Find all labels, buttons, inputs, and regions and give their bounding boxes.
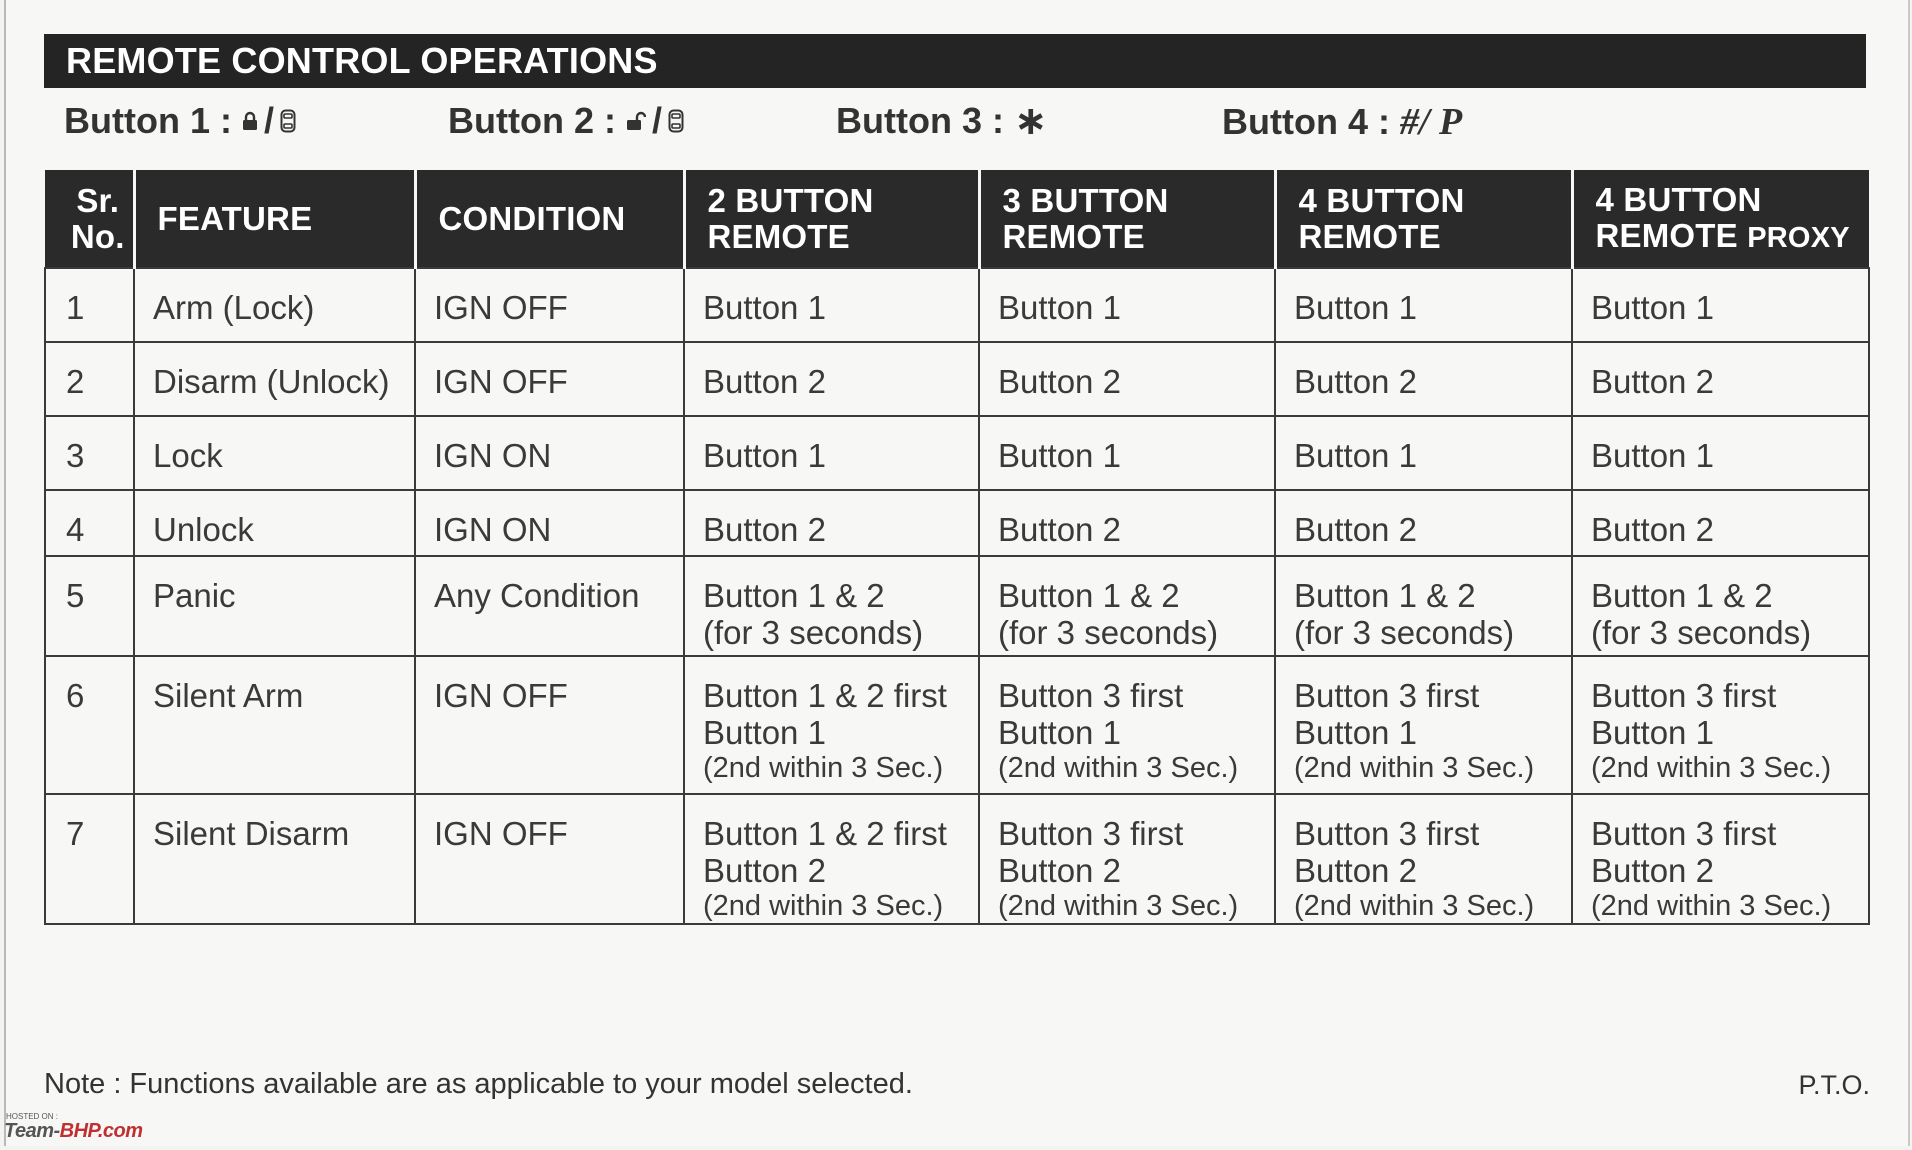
cell-4-button (1275, 794, 1572, 924)
cell-line: Button 2 (1591, 363, 1714, 400)
operations-table (44, 170, 1870, 925)
legend-button-3-label: Button 3 : (836, 100, 1004, 141)
cell-line: Button 1 & 2 (1294, 577, 1476, 614)
cell-line: Button 2 (703, 852, 826, 889)
cell-line: Button 1 (1591, 714, 1714, 751)
col-feature (134, 170, 415, 268)
cell-feature: Panic (134, 556, 415, 656)
pto-label: P.T.O. (1798, 1070, 1870, 1100)
cell-sr-no: 1 (45, 268, 134, 342)
cell-feature: Silent Disarm (134, 794, 415, 924)
col-3btn-line1: 3 BUTTON (1002, 181, 1169, 219)
cell-condition: IGN OFF (415, 268, 684, 342)
cell-condition: IGN OFF (415, 342, 684, 416)
cell-line: Button 3 first (1591, 677, 1777, 714)
cell-sr-no: 2 (45, 342, 134, 416)
cell-line: Button 3 first (998, 815, 1184, 852)
cell-proxy (1572, 490, 1869, 556)
cell-line: Button 2 (703, 511, 826, 548)
cell-line: Button 1 & 2 (998, 577, 1180, 614)
legend-button-3 (836, 100, 1047, 142)
cell-line: (2nd within 3 Sec.) (1591, 752, 1832, 784)
col-condition-label: CONDITION (438, 199, 626, 237)
cell-line: Button 2 (1591, 511, 1714, 548)
cell-line: (2nd within 3 Sec.) (1294, 752, 1535, 784)
cell-line: Button 1 (1294, 437, 1417, 474)
cell-line: Button 3 first (998, 677, 1184, 714)
col-2btn-line1: 2 BUTTON (707, 181, 874, 219)
cell-line: Button 1 (1591, 437, 1714, 474)
cell-2-button (684, 416, 979, 490)
col-4btn-line1: 4 BUTTON (1298, 181, 1465, 219)
cell-sr-no: 7 (45, 794, 134, 924)
cell-line: Button 2 (703, 363, 826, 400)
lock-closed-icon (242, 111, 258, 131)
page-title (44, 34, 1866, 88)
cell-2-button (684, 794, 979, 924)
col-3-button-remote (979, 170, 1275, 268)
table-row (45, 268, 1869, 342)
watermark-hosted: HOSTED ON : (6, 1112, 59, 1121)
legend-button-2 (448, 100, 684, 142)
cell-line: (2nd within 3 Sec.) (998, 890, 1239, 922)
cell-proxy (1572, 656, 1869, 794)
cell-proxy (1572, 268, 1869, 342)
cell-sr-no: 4 (45, 490, 134, 556)
asterisk-icon: ∗ (1013, 98, 1048, 144)
cell-3-button (979, 416, 1275, 490)
cell-line: Button 1 (1294, 714, 1417, 751)
cell-line: Button 1 (1591, 289, 1714, 326)
table-body (45, 268, 1869, 924)
cell-line: Button 3 first (1294, 815, 1480, 852)
cell-feature: Arm (Lock) (134, 268, 415, 342)
cell-3-button (979, 490, 1275, 556)
cell-condition: IGN ON (415, 490, 684, 556)
legend-button-2-sep: / (651, 100, 662, 141)
watermark-logo (4, 1112, 194, 1148)
footer-note: Note : Functions available are as applicable to your model selected. (44, 1068, 913, 1100)
legend-button-4 (1222, 100, 1462, 144)
table-row (45, 342, 1869, 416)
table-row (45, 416, 1869, 490)
cell-4-button (1275, 656, 1572, 794)
title-text: REMOTE CONTROL OPERATIONS (66, 40, 658, 81)
legend-button-1-sep: / (263, 100, 274, 141)
watermark-team: Team- (4, 1120, 60, 1142)
cell-sr-no: 5 (45, 556, 134, 656)
legend-button-1 (64, 100, 296, 142)
table-header (45, 170, 1869, 268)
cell-line: Button 1 & 2 (1591, 577, 1773, 614)
cell-line: Button 1 (998, 289, 1121, 326)
cell-line: (2nd within 3 Sec.) (703, 752, 944, 784)
cell-line: Button 2 (1591, 852, 1714, 889)
cell-condition: IGN OFF (415, 656, 684, 794)
cell-4-button (1275, 268, 1572, 342)
button-legend (64, 100, 1864, 152)
legend-button-4-label: Button 4 : (1222, 101, 1390, 142)
col-4-button-remote-proxy (1572, 170, 1869, 268)
col-sr-no (45, 170, 134, 268)
col-4-button-remote (1275, 170, 1572, 268)
cell-line: (for 3 seconds) (1294, 614, 1515, 651)
col-2btn-line2: REMOTE (707, 217, 850, 255)
cell-2-button (684, 268, 979, 342)
cell-condition: IGN ON (415, 416, 684, 490)
cell-sr-no: 3 (45, 416, 134, 490)
col-proxy-line1: 4 BUTTON (1595, 180, 1762, 218)
cell-4-button (1275, 556, 1572, 656)
cell-3-button (979, 268, 1275, 342)
cell-feature: Lock (134, 416, 415, 490)
cell-line: Button 1 (703, 437, 826, 474)
cell-line: (2nd within 3 Sec.) (703, 890, 944, 922)
cell-line: Button 1 (703, 714, 826, 751)
cell-4-button (1275, 342, 1572, 416)
cell-line: Button 2 (1294, 852, 1417, 889)
cell-sr-no: 6 (45, 656, 134, 794)
cell-proxy (1572, 416, 1869, 490)
cell-line: (2nd within 3 Sec.) (1591, 890, 1832, 922)
col-proxy-line2a: REMOTE (1595, 216, 1738, 254)
legend-button-1-label: Button 1 : (64, 100, 232, 141)
cell-feature: Unlock (134, 490, 415, 556)
cell-line: (2nd within 3 Sec.) (1294, 890, 1535, 922)
cell-2-button (684, 556, 979, 656)
cell-proxy (1572, 342, 1869, 416)
cell-feature: Disarm (Unlock) (134, 342, 415, 416)
watermark-bhp: BHP.com (59, 1120, 143, 1142)
cell-line: Button 1 & 2 (703, 577, 885, 614)
car-icon (668, 109, 684, 133)
cell-line: (for 3 seconds) (703, 614, 924, 651)
cell-2-button (684, 342, 979, 416)
cell-condition: Any Condition (415, 556, 684, 656)
cell-proxy (1572, 556, 1869, 656)
col-2-button-remote (684, 170, 979, 268)
lock-open-icon (626, 111, 646, 131)
col-sr-line2: No. (70, 217, 125, 255)
header-row (45, 170, 1869, 268)
cell-line: Button 1 & 2 first (703, 815, 947, 852)
cell-condition: IGN OFF (415, 794, 684, 924)
hash-p-icon: #/ P (1399, 101, 1463, 143)
col-proxy-line2b: PROXY (1747, 221, 1850, 254)
watermark-brand (4, 1120, 143, 1143)
cell-line: Button 1 & 2 first (703, 677, 947, 714)
cell-line: (2nd within 3 Sec.) (998, 752, 1239, 784)
cell-3-button (979, 656, 1275, 794)
cell-3-button (979, 556, 1275, 656)
cell-3-button (979, 342, 1275, 416)
table-row (45, 556, 1869, 656)
car-icon (280, 109, 296, 133)
cell-proxy (1572, 794, 1869, 924)
col-feature-label: FEATURE (157, 199, 313, 237)
cell-line: Button 3 first (1294, 677, 1480, 714)
cell-line: Button 2 (1294, 511, 1417, 548)
cell-line: Button 1 (998, 714, 1121, 751)
legend-button-2-label: Button 2 : (448, 100, 616, 141)
table-row (45, 656, 1869, 794)
cell-line: (for 3 seconds) (998, 614, 1219, 651)
cell-line: Button 1 (1294, 289, 1417, 326)
cell-2-button (684, 490, 979, 556)
cell-3-button (979, 794, 1275, 924)
col-4btn-line2: REMOTE (1298, 217, 1441, 255)
col-condition (415, 170, 684, 268)
cell-4-button (1275, 490, 1572, 556)
cell-feature: Silent Arm (134, 656, 415, 794)
col-sr-line1: Sr. (76, 181, 120, 219)
cell-line: Button 2 (998, 363, 1121, 400)
cell-line: Button 3 first (1591, 815, 1777, 852)
cell-4-button (1275, 416, 1572, 490)
table-row (45, 490, 1869, 556)
cell-line: (for 3 seconds) (1591, 614, 1812, 651)
col-3btn-line2: REMOTE (1002, 217, 1145, 255)
cell-line: Button 1 (998, 437, 1121, 474)
cell-line: Button 2 (998, 511, 1121, 548)
cell-line: Button 1 (703, 289, 826, 326)
cell-2-button (684, 656, 979, 794)
cell-line: Button 2 (998, 852, 1121, 889)
cell-line: Button 2 (1294, 363, 1417, 400)
table-row (45, 794, 1869, 924)
